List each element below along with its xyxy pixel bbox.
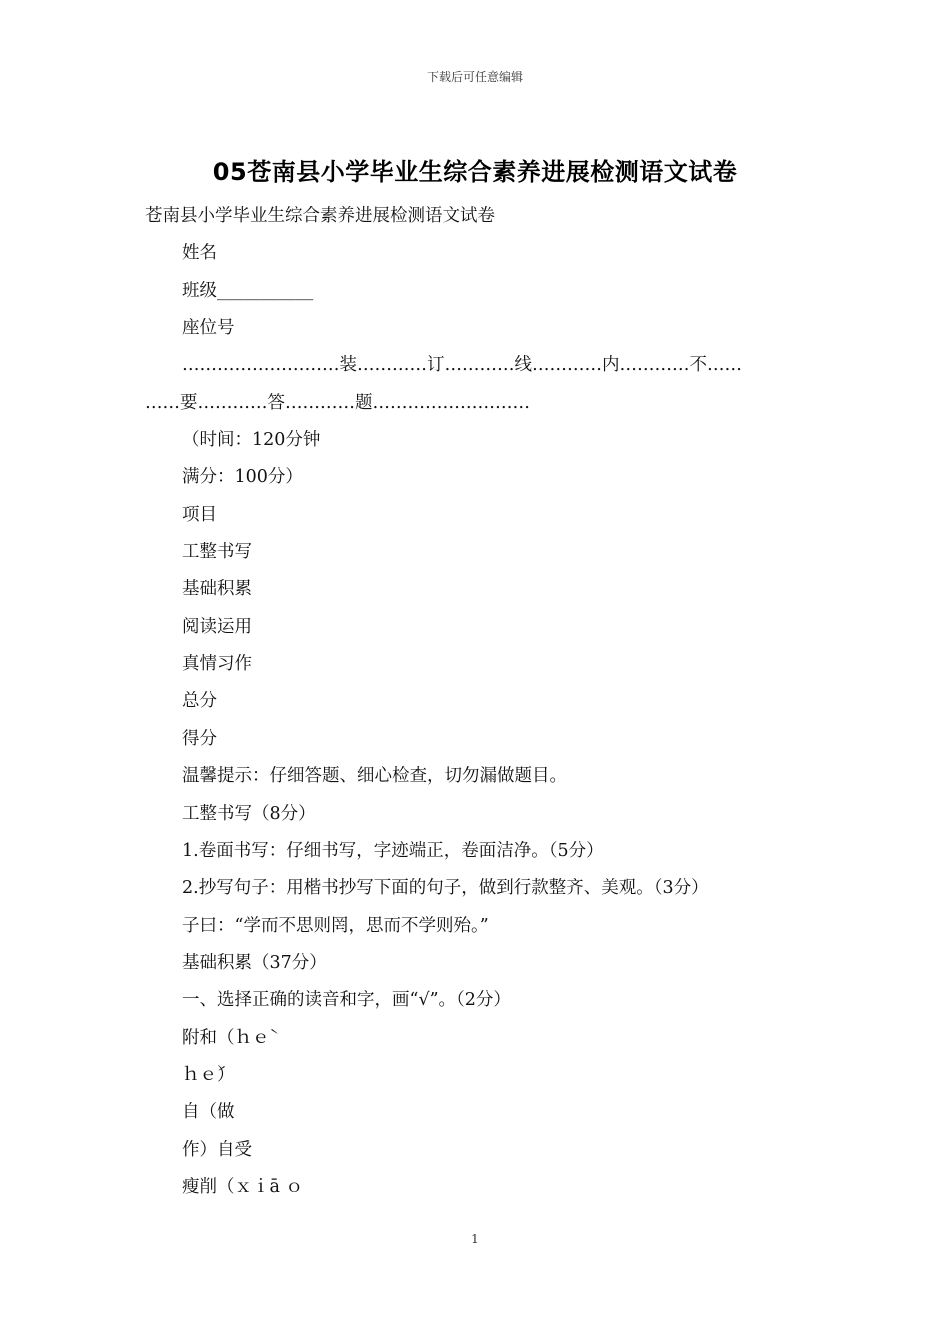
body-line-option-4: 作）自受: [182, 1139, 252, 1160]
document-body: [0, 198, 950, 1206]
body-line-section-basics: 基础积累（37分）: [182, 952, 327, 973]
body-line-class-field: 班级___________: [182, 280, 314, 301]
body-line-item-handwriting: 工整书写: [182, 542, 252, 563]
body-line-subtitle: 苍南县小学毕业生综合素养进展检测语文试卷: [145, 206, 495, 226]
body-line-time: （时间：120分钟: [182, 430, 321, 451]
body-line-question-2: 2.抄写句子：用楷书抄写下面的句子，做到行款整齐、美观。（3分）: [182, 878, 709, 899]
body-line-item-header: 项目: [182, 504, 217, 525]
body-line-option-1: 附和（ｈｅ̀: [182, 1027, 270, 1048]
body-line-binding-line-2: ……要…………答…………题………………………: [145, 392, 530, 413]
body-line-full-score: 满分：100分）: [182, 467, 303, 488]
header-note: 下载后可任意编辑: [426, 70, 523, 84]
body-line-name-field: 姓名: [182, 243, 217, 264]
page-number: 1: [471, 1232, 479, 1246]
body-line-question-select: 一、选择正确的读音和字，画“√”。（2分）: [182, 990, 511, 1011]
body-line-binding-line-1: ………………………装…………订…………线…………内…………不……: [182, 355, 742, 376]
body-line-item-total: 总分: [182, 691, 217, 712]
body-line-item-reading: 阅读运用: [182, 616, 252, 637]
body-line-item-writing: 真情习作: [182, 654, 252, 675]
body-line-tip: 温馨提示：仔细答题、细心检查，切勿漏做题目。: [182, 766, 567, 787]
body-line-item-basics: 基础积累: [182, 579, 252, 600]
body-line-option-5: 瘦削（ｘｉā ｏ: [182, 1176, 303, 1197]
body-line-quote: 子曰：“学而不思则罔，思而不学则殆。”: [182, 915, 489, 936]
body-line-question-1: 1.卷面书写：仔细书写，字迹端正，卷面洁净。（5分）: [182, 840, 604, 861]
body-line-section-handwriting: 工整书写（8分）: [182, 803, 316, 824]
document-title: 05苍南县小学毕业生综合素养进展检测语文试卷: [212, 158, 738, 186]
body-line-option-3: 自（做: [182, 1102, 235, 1123]
body-line-option-2: ｈｅ́）: [182, 1064, 235, 1085]
body-line-seat-field: 座位号: [182, 318, 235, 339]
body-line-score: 得分: [182, 728, 217, 749]
